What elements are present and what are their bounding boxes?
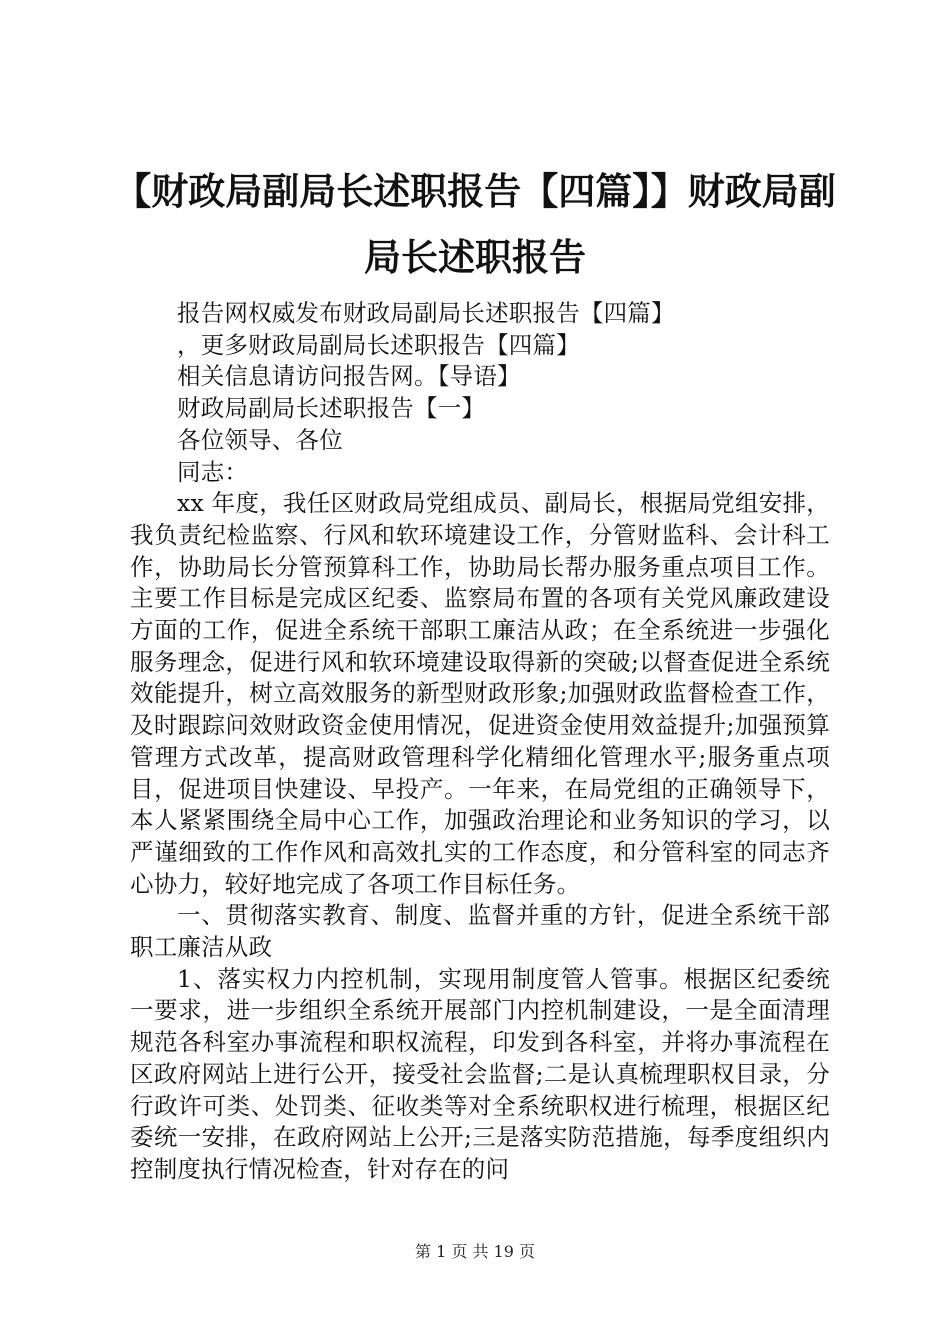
- document-body: [130, 298, 830, 1186]
- document-title: 【财政局副局长述职报告【四篇】】财政局副局长述职报告: [114, 169, 836, 279]
- intro-line: 各位领导、各位: [177, 425, 343, 454]
- body-paragraph: 1、落实权力内控机制，实现用制度管人管事。根据区纪委统一要求，进一步组织全系统开展部门内控机制建设，一是全面清理规范各科室办事流程和职权流程，印发到各科室，并将办事流程在区政府网站上进行公开，接受社会监督;二是认真梳理职权目录，分行政许可类、处罚类、征收类等对全系统职权进行梳理，根据区纪委统一安排，在政府网站上公开;三是落实防范措施，每季度组织内控制度执行情况检查，针对存在的问: [130, 964, 830, 1183]
- intro-line: 相关信息请访问报告网。【导语】: [177, 362, 521, 391]
- section-heading: 一、贯彻落实教育、制度、监督并重的方针，促进全系统干部职工廉洁从政: [130, 901, 830, 962]
- body-paragraph: xx 年度，我任区财政局党组成员、副局长，根据局党组安排，我负责纪检监察、行风和软环境建设工作，分管财监科、会计科工作，协助局长分管预算科工作，协助局长帮办服务重点项目工作。主要工作目标是完成区纪委、监察局布置的各项有关党风廉政建设方面的工作，促进全系统干部职工廉洁从政；在全系统进一步强化服务理念，促进行风和软环境建设取得新的突破;以督查促进全系统效能提升，树立高效服务的新型财政形象;加强财政监督检查工作，及时跟踪问效财政资金使用情况，促进资金使用效益提升;加强预算管理方式改革，提高财政管理科学化精细化管理水平;服务重点项目，促进项目快建设、早投产。一年来，在局党组的正确领导下，本人紧紧围绕全局中心工作，加强政治理论和业务知识的学习，以严谨细致的工作作风和高效扎实的工作态度，和分管科室的同志齐心协力，较好地完成了各项工作目标任务。: [130, 489, 830, 898]
- intro-line: ，更多财政局副局长述职报告【四篇】: [177, 330, 580, 359]
- page-number-footer: 第 1 页 共 19 页: [415, 1242, 535, 1261]
- intro-line: 报告网权威发布财政局副局长述职报告【四篇】: [177, 299, 675, 327]
- intro-line: 财政局副局长述职报告【一】: [177, 394, 486, 423]
- intro-line: 同志：: [177, 457, 249, 486]
